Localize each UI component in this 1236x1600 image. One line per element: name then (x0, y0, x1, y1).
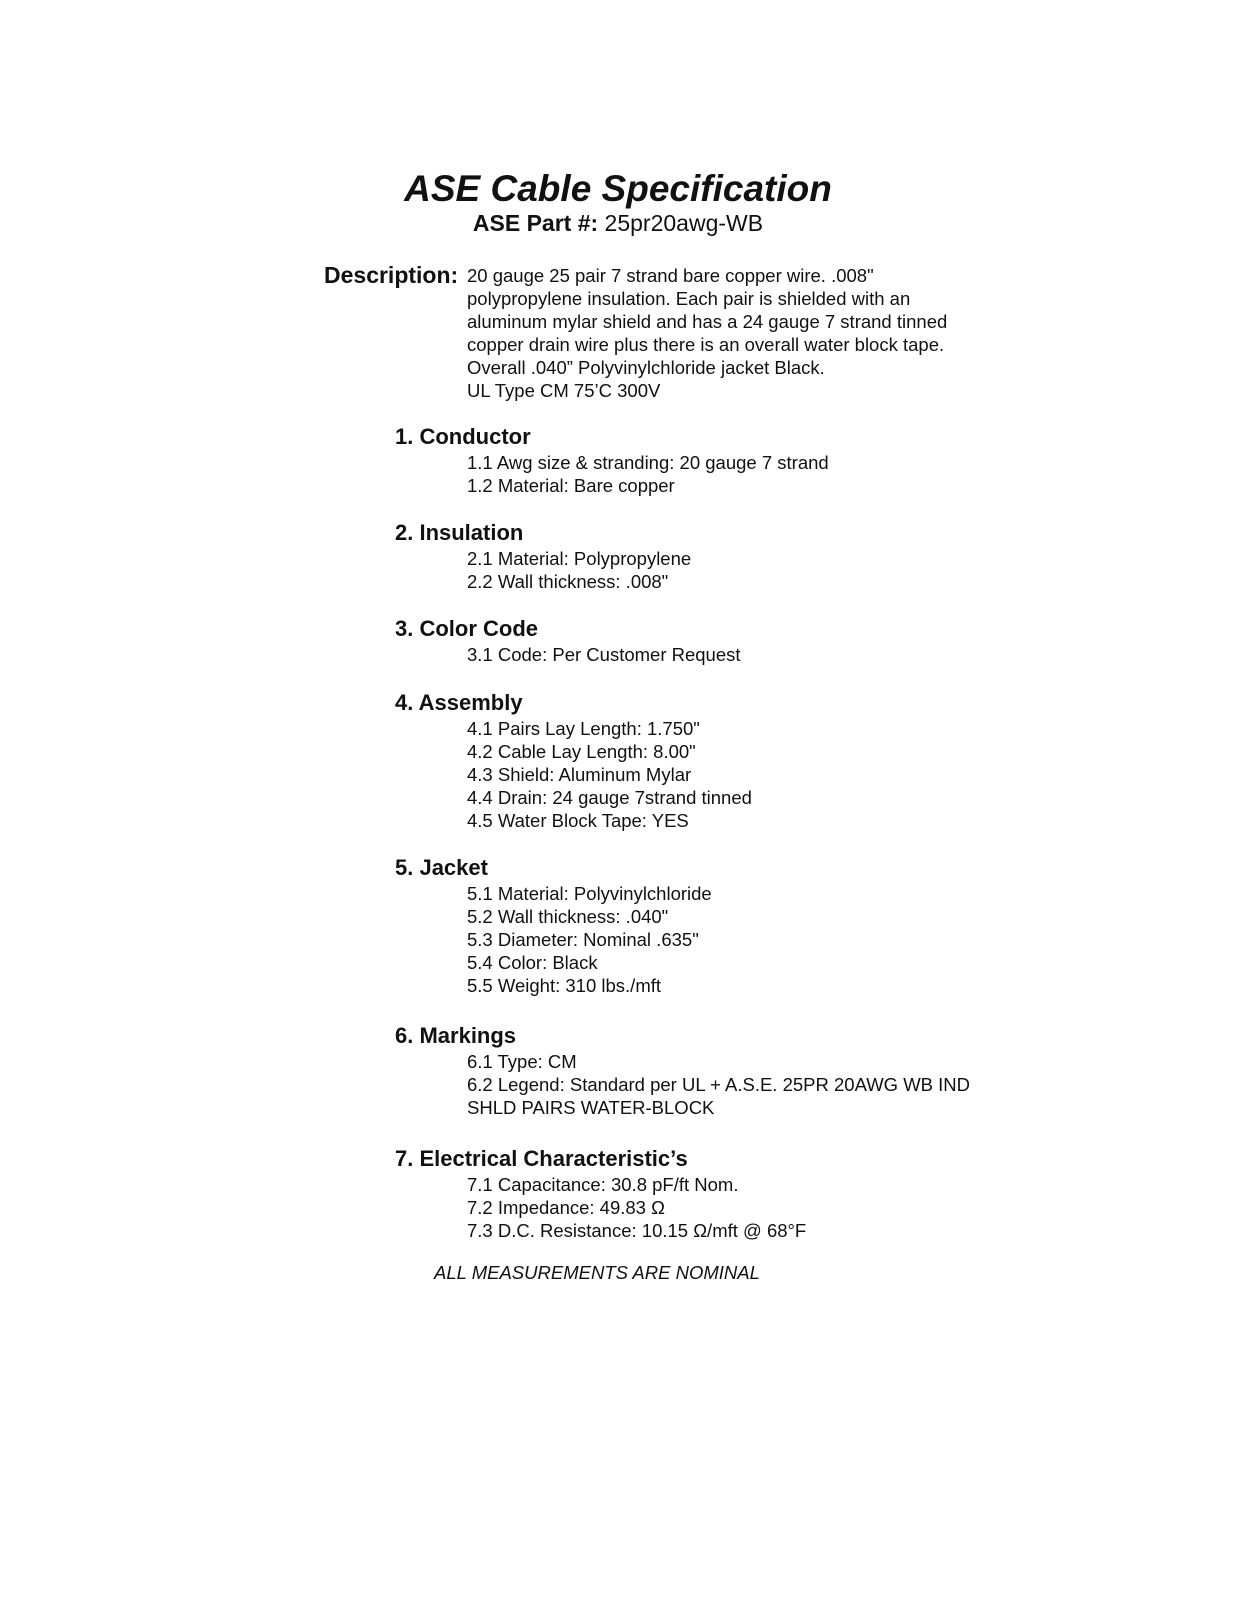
spec-item: 5.5 Weight: 310 lbs./mft (467, 975, 662, 996)
spec-item: 5.2 Wall thickness: .040" (467, 906, 669, 927)
description-line: 20 gauge 25 pair 7 strand bare copper wire. .008" (467, 265, 874, 286)
description-line: UL Type CM 75’C 300V (467, 380, 661, 401)
section-title: 7. Electrical Characteristic’s (395, 1146, 688, 1171)
document-title: ASE Cable Specification (404, 168, 832, 209)
spec-item: 4.2 Cable Lay Length: 8.00" (467, 741, 696, 762)
section-title: 4. Assembly (395, 690, 523, 715)
spec-item: 4.1 Pairs Lay Length: 1.750" (467, 718, 700, 739)
spec-item: 6.2 Legend: Standard per UL + A.S.E. 25PR 20AWG WB IND (467, 1074, 971, 1095)
spec-item: 5.4 Color: Black (467, 952, 598, 973)
section-items (467, 717, 1095, 832)
description-label: Description: (324, 262, 459, 288)
section-items (467, 451, 1095, 497)
section-title: 5. Jacket (395, 855, 488, 880)
spec-item: 3.1 Code: Per Customer Request (467, 644, 741, 665)
spec-item: 4.3 Shield: Aluminum Mylar (467, 764, 692, 785)
spec-item: 2.1 Material: Polypropylene (467, 548, 692, 569)
section-title: 6. Markings (395, 1023, 517, 1048)
section-conductor (395, 424, 1095, 497)
spec-item: 1.1 Awg size & stranding: 20 gauge 7 strand (467, 452, 829, 473)
section-title: 2. Insulation (395, 520, 524, 545)
section-color-code (395, 616, 1095, 666)
spec-item: 6.1 Type: CM (467, 1051, 577, 1072)
section-electrical (395, 1146, 1095, 1242)
spec-item: 5.3 Diameter: Nominal .635" (467, 929, 699, 950)
section-items (467, 547, 1095, 593)
spec-item: 2.2 Wall thickness: .008" (467, 571, 669, 592)
section-markings (395, 1023, 1095, 1119)
spec-item: 7.3 D.C. Resistance: 10.15 Ω/mft @ 68°F (467, 1220, 807, 1241)
part-number-line (0, 209, 1236, 237)
section-items (467, 643, 1095, 666)
section-title: 1. Conductor (395, 424, 531, 449)
section-assembly (395, 690, 1095, 832)
nominal-note: ALL MEASUREMENTS ARE NOMINAL (434, 1262, 760, 1283)
description-line: Overall .040” Polyvinylchloride jacket Black. (467, 357, 825, 378)
description-line: copper drain wire plus there is an overall water block tape. (467, 334, 945, 355)
part-number-label: ASE Part #: (472, 210, 599, 236)
spec-item: SHLD PAIRS WATER-BLOCK (467, 1097, 715, 1118)
description-line: polypropylene insulation. Each pair is shielded with an (467, 288, 911, 309)
section-title: 3. Color Code (395, 616, 539, 641)
description-line: aluminum mylar shield and has a 24 gauge 7 strand tinned (467, 311, 948, 332)
spec-item: 4.4 Drain: 24 gauge 7strand tinned (467, 787, 752, 808)
section-items (467, 882, 1095, 997)
description-text (467, 264, 1027, 402)
part-number-value: 25pr20awg-WB (598, 210, 764, 236)
section-insulation (395, 520, 1095, 593)
spec-item: 1.2 Material: Bare copper (467, 475, 675, 496)
spec-item: 4.5 Water Block Tape: YES (467, 810, 689, 831)
spec-item: 7.2 Impedance: 49.83 Ω (467, 1197, 665, 1218)
section-items (467, 1173, 1095, 1242)
section-jacket (395, 855, 1095, 997)
section-items (467, 1050, 1095, 1119)
spec-item: 7.1 Capacitance: 30.8 pF/ft Nom. (467, 1174, 739, 1195)
spec-item: 5.1 Material: Polyvinylchloride (467, 883, 712, 904)
